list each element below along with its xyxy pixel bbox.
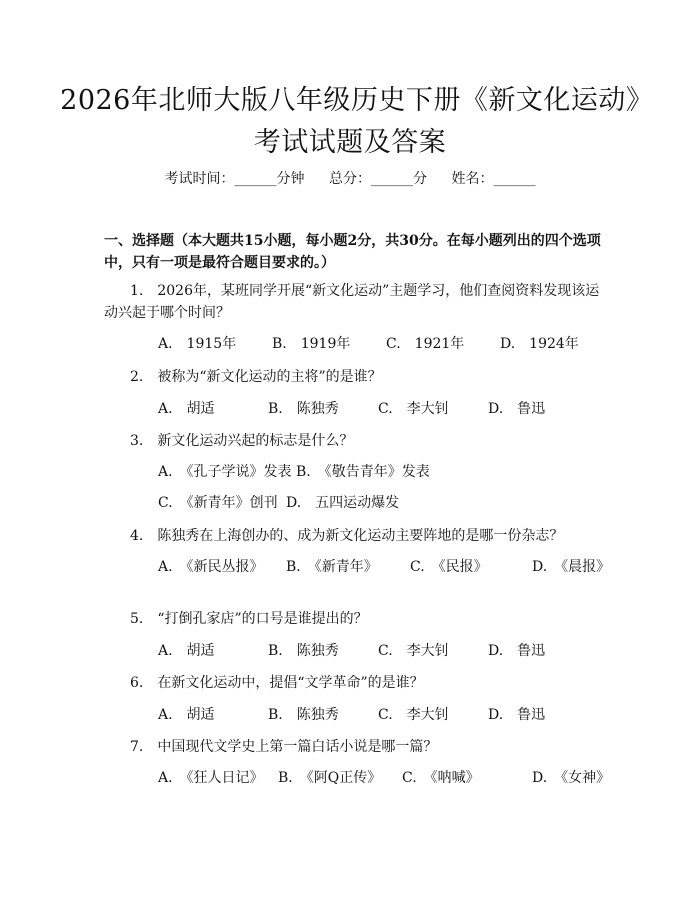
option-c: C. 1921年 — [386, 336, 465, 352]
option-a: A. 胡适 — [158, 707, 215, 723]
option-c: C. 李大钊 — [378, 401, 449, 417]
option-b: B. 《敬告青年》发表 — [296, 464, 430, 480]
section-heading: 一、选择题（本大题共15小题，每小题2分，共30分。在每小题列出的四个选项中，只有一项是最符合题目要求的。） — [104, 233, 601, 271]
option-c: C. 《呐喊》 — [402, 770, 480, 786]
exam-score: 总分：______分 — [329, 171, 427, 187]
option-b: B. 《新青年》 — [286, 559, 378, 575]
option-d: D. 鲁迅 — [488, 643, 546, 659]
option-b: B. 《阿Q正传》 — [278, 770, 382, 786]
option-c: C. 李大钊 — [378, 707, 449, 723]
option-b: B. 1919年 — [272, 336, 351, 352]
option-d: D. 鲁迅 — [488, 401, 546, 417]
question-1: 1. 2026年，某班同学开展“新文化运动”主题学习，他们查阅资料发现该运动兴起于哪个时间？ — [104, 283, 600, 321]
option-b: B. 陈独秀 — [268, 643, 339, 659]
option-c: C. 李大钊 — [378, 643, 449, 659]
exam-time: 考试时间：______分钟 — [164, 171, 305, 187]
question-4: 4. 陈独秀在上海创办的、成为新文化运动主要阵地的是哪一份杂志？ — [130, 528, 564, 544]
option-a: A. 1915年 — [158, 336, 237, 352]
option-c: C. 《新青年》创刊 — [158, 495, 278, 511]
option-a: A. 《新民丛报》 — [158, 559, 264, 575]
option-c: C. 《民报》 — [410, 559, 488, 575]
option-d: D. 1924年 — [500, 336, 579, 352]
option-b: B. 陈独秀 — [268, 401, 339, 417]
option-b: B. 陈独秀 — [268, 707, 339, 723]
option-a: A. 胡适 — [158, 643, 215, 659]
option-a: A. 胡适 — [158, 401, 215, 417]
option-d: D. 《女神》 — [532, 770, 611, 786]
option-a: A. 《狂人日记》 — [158, 770, 264, 786]
question-3: 3. 新文化运动兴起的标志是什么？ — [130, 433, 354, 449]
question-2: 2. 被称为“新文化运动的主将”的是谁？ — [130, 369, 382, 385]
question-7: 7. 中国现代文学史上第一篇白话小说是哪一篇？ — [130, 739, 438, 755]
option-d: D. 五四运动爆发 — [286, 495, 400, 511]
question-5: 5. “打倒孔家店”的口号是谁提出的？ — [130, 611, 368, 627]
option-a: A. 《孔子学说》发表 — [158, 464, 292, 480]
option-d: D. 《晨报》 — [532, 559, 611, 575]
exam-info — [0, 168, 700, 188]
option-d: D. 鲁迅 — [488, 707, 546, 723]
page-title: 2026年北师大版八年级历史下册《新文化运动》考试试题及答案 — [60, 85, 640, 158]
question-6: 6. 在新文化运动中，提倡“文学革命”的是谁？ — [130, 675, 424, 691]
exam-name: 姓名：______ — [451, 171, 536, 187]
